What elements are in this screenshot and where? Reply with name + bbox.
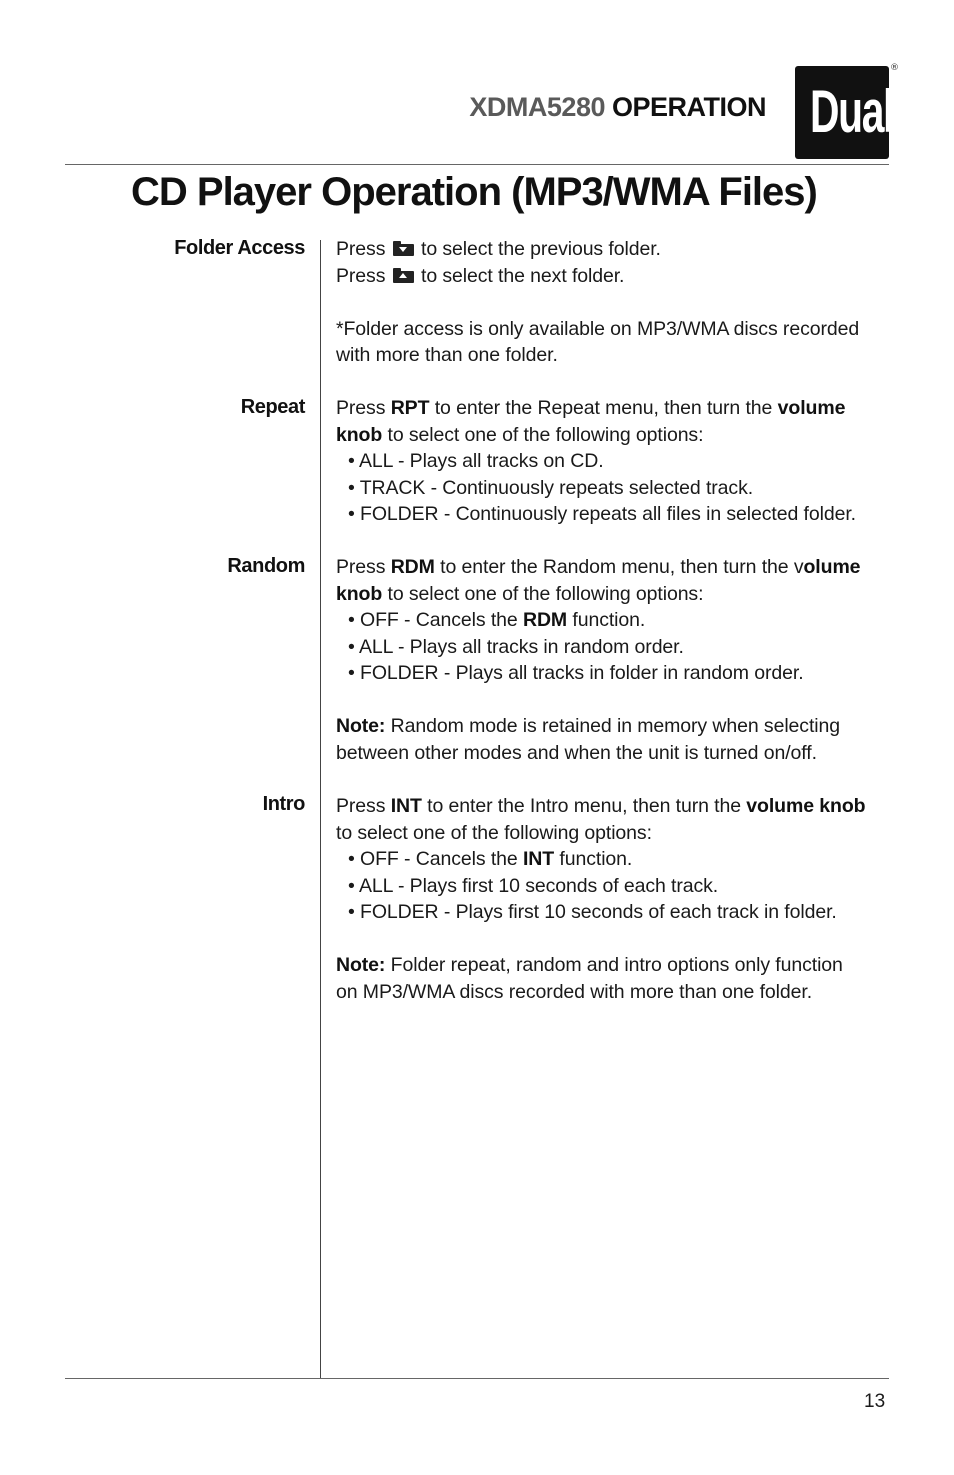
folder-prev-line: Press to select the previous folder.: [336, 238, 661, 260]
random-option-all: • ALL - Plays all tracks in random order.: [348, 635, 684, 658]
column-divider: [320, 240, 321, 1378]
repeat-line1: Press RPT to enter the Repeat menu, then turn the volume: [336, 397, 846, 419]
section-folder-access: [336, 236, 906, 369]
folder-note-line2: with more than one folder.: [336, 344, 558, 366]
header-operation: OPERATION: [611, 92, 766, 122]
repeat-option-folder: • FOLDER - Continuously repeats all files in selected folder.: [348, 503, 856, 525]
intro-note-line1: Note: Folder repeat, random and intro options only function: [336, 954, 843, 976]
rdm-key: RDM: [390, 556, 435, 578]
random-option-folder: • FOLDER - Plays all tracks in folder in random order.: [348, 662, 804, 684]
section-label-intro: Intro: [262, 793, 305, 815]
random-line1: Press RDM to enter the Random menu, then turn the volume: [336, 556, 861, 578]
section-repeat: [336, 395, 906, 528]
folder-up-icon: [393, 268, 414, 283]
footer-divider: [65, 1378, 889, 1379]
model-name: XDMA5280: [469, 92, 605, 122]
section-label-repeat: Repeat: [240, 396, 305, 418]
section-random: [336, 554, 906, 766]
logo-text: Dual: [810, 78, 894, 145]
intro-line2: to select one of the following options:: [336, 821, 652, 844]
repeat-line2: knob to select one of the following options:: [336, 423, 704, 446]
page-number: 13: [864, 1391, 886, 1412]
intro-line1: Press INT to enter the Intro menu, then turn the volume knob: [336, 795, 866, 817]
page-header: [469, 92, 766, 123]
note-label: Note:: [336, 954, 386, 976]
rpt-key: RPT: [390, 397, 430, 419]
folder-next-line: Press to select the next folder.: [336, 264, 625, 287]
random-note-line2: between other modes and when the unit is turned on/off.: [336, 741, 817, 764]
note-label: Note:: [336, 715, 386, 737]
folder-down-icon: [393, 241, 414, 256]
int-key: INT: [390, 795, 422, 817]
folder-note-line1: *Folder access is only available on MP3/WMA discs recorded: [336, 317, 860, 340]
random-line2: knob to select one of the following options:: [336, 582, 704, 605]
intro-option-folder: • FOLDER - Plays first 10 seconds of each track in folder.: [348, 901, 837, 923]
repeat-option-track: • TRACK - Continuously repeats selected track.: [348, 476, 754, 499]
registered-mark: ®: [890, 63, 899, 73]
intro-note-line2: on MP3/WMA discs recorded with more than one folder.: [336, 980, 813, 1003]
random-option-off: • OFF - Cancels the RDM function.: [348, 609, 646, 631]
page-title: CD Player Operation (MP3/WMA Files): [131, 170, 817, 214]
header-divider: [65, 164, 889, 165]
dual-logo: [795, 66, 894, 159]
intro-option-all: • ALL - Plays first 10 seconds of each track.: [348, 874, 719, 897]
random-note-line1: Note: Random mode is retained in memory when selecting: [336, 715, 840, 737]
section-label-folder-access: Folder Access: [174, 237, 305, 259]
repeat-option-all: • ALL - Plays all tracks on CD.: [348, 450, 604, 472]
section-intro: [336, 793, 906, 1005]
intro-option-off: • OFF - Cancels the INT function.: [348, 848, 633, 870]
section-label-random: Random: [227, 555, 305, 577]
